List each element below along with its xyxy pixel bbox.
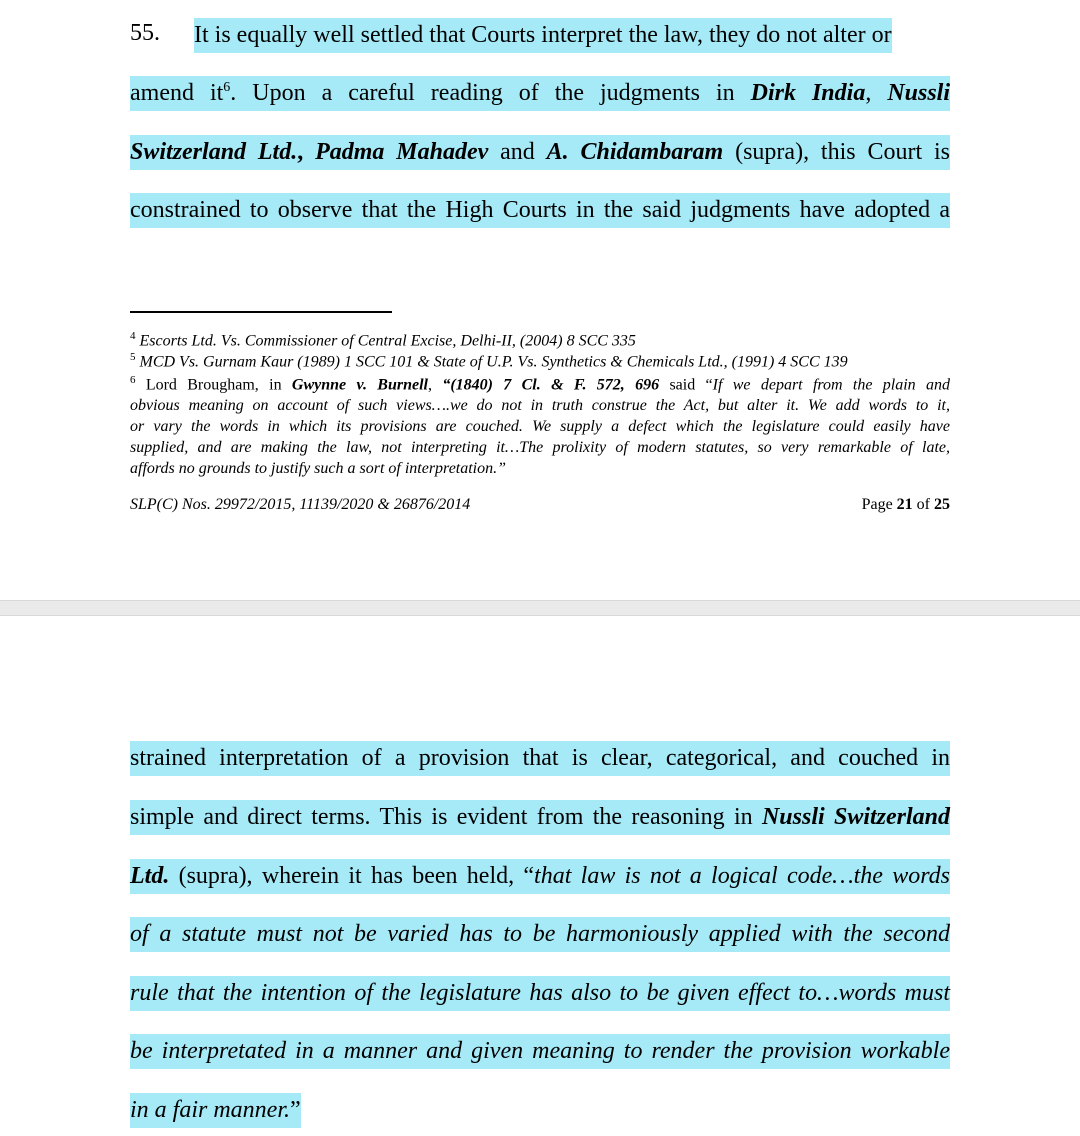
- bold-italic-text: Gwynne v. Burnell: [291, 376, 428, 394]
- bold-italic-text: Dirk India: [750, 80, 866, 106]
- footnote-separator: [130, 311, 392, 313]
- italic-text: be interpretated in a manner and given meaning to render the provision workable: [130, 1038, 950, 1064]
- italic-text: supplied, and are making the law, not interpreting it…The prolixity of modern statutes, so very remarkable of late,: [130, 439, 950, 457]
- text-run: strained interpretation of a provision that is clear, categorical, and couched in: [130, 745, 950, 771]
- text-run: simple and direct terms. This is evident from the reasoning in: [130, 804, 762, 830]
- bold-italic-text: Nussli: [887, 80, 951, 106]
- highlighted-text: [130, 76, 950, 111]
- highlighted-text: [194, 18, 892, 53]
- body-line[interactable]: [130, 917, 950, 952]
- bold-italic-text: Switzerland Ltd.: [130, 139, 298, 165]
- footnote-line: [130, 416, 950, 437]
- highlighted-text: [130, 800, 950, 835]
- body-line[interactable]: [130, 1034, 950, 1069]
- page-break: [0, 600, 1080, 616]
- body-line[interactable]: [130, 193, 950, 228]
- text-run: amend it: [130, 80, 224, 106]
- text-run: said “: [659, 376, 713, 394]
- italic-text: rule that the intention of the legislature has also to be given effect to…words must: [130, 980, 950, 1006]
- case-number-footer: SLP(C) Nos. 29972/2015, 11139/2020 & 26876/2014: [130, 496, 471, 513]
- italic-text: Escorts Ltd. Vs. Commissioner of Central Excise, Delhi-II, (2004) 8 SCC 335: [139, 332, 636, 350]
- italic-text: obvious meaning on account of such views….we do not in truth construe the Act, but alter it. We add words to it,: [130, 397, 950, 415]
- footnote-line: [130, 370, 950, 395]
- footnote-line: [130, 347, 950, 372]
- italic-text: MCD Vs. Gurnam Kaur (1989) 1 SCC 101 & State of U.P. Vs. Synthetics & Chemicals Ltd., (1991) 4 SCC 139: [139, 353, 848, 371]
- text-run: (supra), wherein it has been held, “: [169, 863, 535, 889]
- body-line[interactable]: [130, 1093, 950, 1128]
- footnote-line: [130, 437, 950, 458]
- body-line[interactable]: [130, 976, 950, 1011]
- body-line[interactable]: [130, 741, 950, 776]
- page-current: 21: [896, 496, 913, 513]
- highlighted-text: [130, 859, 950, 894]
- italic-text: of a statute must not be varied has to be harmoniously applied with the second: [130, 921, 950, 947]
- page-of: of: [916, 496, 930, 513]
- highlighted-text: [130, 1093, 301, 1128]
- footnote-line: [130, 395, 950, 416]
- page-word: Page: [861, 496, 893, 513]
- footnote-number: 4: [130, 330, 136, 342]
- highlighted-text: [130, 741, 950, 776]
- text-run: constrained to observe that the High Courts in the said judgments have adopted a: [130, 197, 950, 223]
- body-line[interactable]: [130, 859, 950, 894]
- highlighted-text: [130, 193, 950, 228]
- footnote-number: 5: [130, 351, 136, 363]
- footnote-reference[interactable]: 6: [223, 80, 231, 95]
- highlighted-text: [130, 917, 950, 952]
- highlighted-text: [130, 135, 950, 170]
- footnote-5: [130, 347, 950, 372]
- text-run: and: [488, 139, 547, 165]
- highlighted-text: [130, 976, 950, 1011]
- text-run: It is equally well settled that Courts interpret the law, they do not alter or: [194, 22, 892, 48]
- body-line[interactable]: [194, 18, 950, 53]
- body-line[interactable]: [130, 76, 950, 111]
- text-run: Lord Brougham, in: [145, 376, 292, 394]
- italic-text: or vary the words in which its provisions are couched. We supply a defect which the legislature could easily have: [130, 418, 950, 436]
- bold-italic-text: A. Chidambaram: [546, 139, 724, 165]
- bold-italic-text: Padma Mahadev: [315, 139, 489, 165]
- bold-italic-text: Nussli Switzerland: [761, 804, 951, 830]
- text-run: . Upon a careful reading of the judgments in: [230, 80, 751, 106]
- body-line[interactable]: [130, 800, 950, 835]
- footnote-number: 6: [130, 374, 136, 386]
- text-run: ,: [865, 80, 888, 106]
- page-indicator: [862, 494, 950, 516]
- text-run: ”: [290, 1097, 301, 1123]
- footnote-line: [130, 458, 950, 479]
- page-total: 25: [934, 496, 950, 513]
- paragraph-number: 55.: [130, 20, 160, 46]
- highlighted-text: [130, 1034, 950, 1069]
- italic-text: in a fair manner.: [130, 1097, 291, 1123]
- bold-italic-text: Ltd.: [130, 863, 170, 889]
- italic-text: affords no grounds to justify such a sort of interpretation.”: [130, 460, 507, 478]
- body-line[interactable]: [130, 135, 950, 170]
- text-run: ,: [427, 376, 443, 394]
- footnote-6: [130, 370, 950, 479]
- text-run: (supra), this Court is: [723, 139, 950, 165]
- italic-text: If we depart from the plain and: [712, 376, 950, 394]
- bold-text: ,: [297, 139, 316, 165]
- italic-text: that law is not a logical code…the words: [534, 863, 950, 889]
- bold-italic-text: “(1840) 7 Cl. & F. 572, 696: [442, 376, 660, 394]
